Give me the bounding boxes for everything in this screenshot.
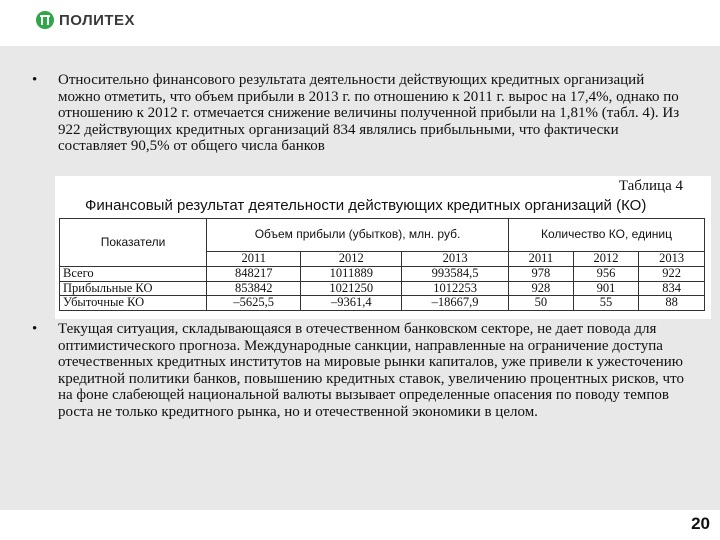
table-cell: 956	[573, 267, 639, 282]
table-cell: 88	[639, 296, 705, 311]
year-cell: 2011	[207, 252, 301, 267]
table-row	[60, 296, 705, 311]
logo	[36, 11, 135, 29]
row-label: Убыточные КО	[60, 296, 207, 311]
table-cell: –9361,4	[301, 296, 402, 311]
politekh-logo-icon	[36, 11, 54, 29]
year-cell: 2011	[509, 252, 574, 267]
header-count-group: Количество КО, единиц	[509, 219, 705, 252]
table-cell: 50	[509, 296, 574, 311]
table-cell: 853842	[207, 281, 301, 296]
table-cell: 993584,5	[402, 267, 509, 282]
table-title: Финансовый результат деятельности действующих кредитных организаций (КО)	[85, 197, 647, 214]
bullet-text: Текущая ситуация, складывающаяся в отечественном банковском секторе, не дает повода для оптимистического прогноза. Международные санкции, направленные на ограничение доступа отечественных кредитных институтов на мировые рынки капиталов, уже привели к ужесточению кредитной политики банков, повышению кредитных ставок, увеличению процентных рисков, что на фоне слабеющей национальной валюты вызывает определенные опасения по поводу темпов роста не только кредитного рынка, но и отечественной экономики в целом.	[58, 321, 684, 420]
table-cell: 922	[639, 267, 705, 282]
year-cell: 2013	[402, 252, 509, 267]
table-figure	[55, 176, 711, 319]
header-profit-group: Объем прибыли (убытков), млн. руб.	[207, 219, 509, 252]
table-row	[60, 267, 705, 282]
row-label: Всего	[60, 267, 207, 282]
header-indicators: Показатели	[60, 219, 207, 267]
table-cell: 978	[509, 267, 574, 282]
bullet-icon: •	[32, 321, 38, 337]
table-cell: 928	[509, 281, 574, 296]
table-cell: 834	[639, 281, 705, 296]
table-cell: 848217	[207, 267, 301, 282]
page-number: 20	[691, 514, 710, 533]
table-cell: 1021250	[301, 281, 402, 296]
bullet-text: Относительно финансового результата деятельности действующих кредитных организаций можно отметить, что объем прибыли в 2013 г. по отношению к 2011 г. вырос на 17,4%, однако по отношению к 2012 г. отмечается снижение величины полученной прибыли на 1,81% (табл. 4). Из 922 действующих кредитных организаций 834 являлись прибыльными, что фактически составляет 90,5% от общего числа банков	[58, 72, 680, 155]
slide-content	[0, 46, 720, 510]
financial-results-table	[59, 218, 705, 311]
table-cell: 901	[573, 281, 639, 296]
table-cell: 1011889	[301, 267, 402, 282]
bullet-icon: •	[32, 72, 38, 88]
year-cell: 2013	[639, 252, 705, 267]
table-row	[60, 281, 705, 296]
table-cell: –5625,5	[207, 296, 301, 311]
table-cell: –18667,9	[402, 296, 509, 311]
year-cell: 2012	[573, 252, 639, 267]
table-cell: 55	[573, 296, 639, 311]
logo-text: ПОЛИТЕХ	[59, 11, 136, 29]
slide-header	[0, 0, 720, 46]
year-cell: 2012	[301, 252, 402, 267]
row-label: Прибыльные КО	[60, 281, 207, 296]
table-caption: Таблица 4	[618, 178, 683, 194]
table-header-row	[60, 219, 705, 252]
table-cell: 1012253	[402, 281, 509, 296]
